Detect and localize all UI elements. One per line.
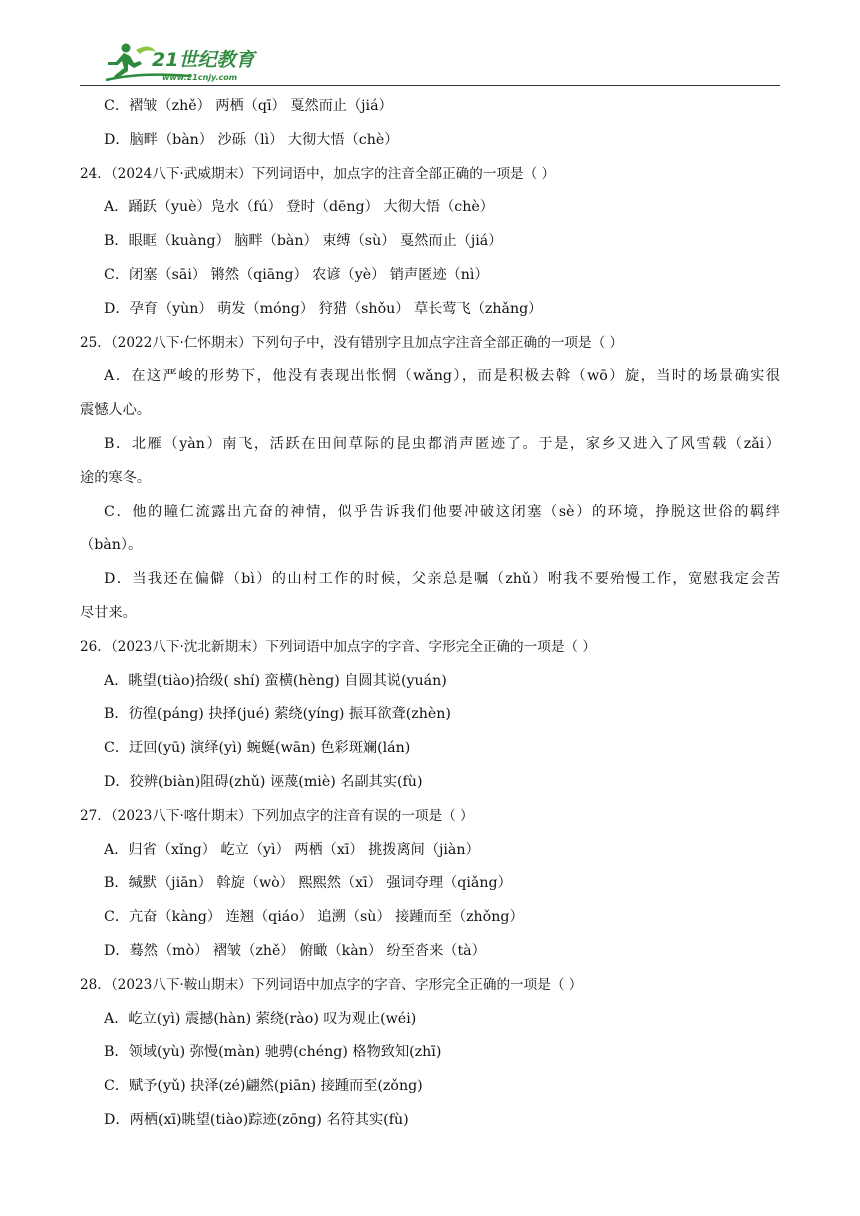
answer-option: A．踊跃（yuè）凫水（fú） 登时（dēng） 大彻大悟（chè）: [104, 199, 494, 216]
answer-option: A．归省（xǐng） 屹立（yì） 两栖（xī） 挑拨离间（jiàn）: [104, 841, 480, 858]
answer-option: D．脑畔（bàn） 沙砾（lì） 大彻大悟（chè）: [104, 131, 399, 148]
text-continuation: （bàn）。: [80, 537, 143, 554]
answer-option: D．蓦然（mò） 褶皱（zhě） 俯瞰（kàn） 纷至沓来（tà）: [104, 942, 486, 959]
answer-option: B．北雁（yàn）南飞，活跃在田间草际的昆虫都消声匿迹了。于是，家乡又进入了风雪载（zǎi）: [104, 435, 780, 452]
question-stem: 25．（2022八下·仁怀期末）下列句子中，没有错别字且加点字注音全部正确的一项是（ ）: [80, 334, 624, 351]
answer-option: B．领域(yù) 弥慢(màn) 驰骋(chéng) 格物致知(zhī): [104, 1044, 442, 1061]
page-header: [80, 38, 780, 86]
answer-option: B．眼眶（kuàng） 脑畔（bàn） 束缚（sù） 戛然而止（jiá）: [104, 233, 503, 250]
answer-option: D．两栖(xī)眺望(tiào)踪迹(zōng) 名符其实(fù): [104, 1111, 409, 1128]
question-stem: 27．（2023八下·喀什期末）下列加点字的注音有误的一项是（ ）: [80, 807, 474, 824]
21cnjy-logo: [100, 38, 280, 84]
answer-option: C．褶皱（zhě） 两栖（qī） 戛然而止（jiá）: [104, 98, 393, 114]
answer-option: B．彷徨(páng) 抉择(jué) 萦绕(yíng) 振耳欲聋(zhèn): [104, 706, 451, 723]
answer-option: C．迂回(yū) 演绎(yì) 蜿蜒(wān) 色彩斑斓(lán): [104, 740, 411, 757]
header-divider: [80, 85, 780, 86]
text-continuation: 震憾人心。: [80, 402, 151, 419]
answer-option: D．当我还在偏僻（bì）的山村工作的时候，父亲总是嘱（zhǔ）咐我不要殆慢工作，宽慰我定会苦: [104, 571, 780, 588]
answer-option: A．屹立(yì) 震撼(hàn) 萦绕(rào) 叹为观止(wéi): [104, 1010, 417, 1027]
answer-option: A．眺望(tiào)拾级( shí) 蛮横(hèng) 自圆其说(yuán): [104, 672, 447, 689]
logo-url: www.21cnjy.com: [162, 73, 238, 82]
text-continuation: 途的寒冬。: [80, 469, 151, 486]
answer-option: A．在这严峻的形势下，他没有表现出怅惘（wǎng），而是积极去斡（wō）旋，当时的场景确实很: [104, 368, 780, 385]
answer-option: B．缄默（jiān） 斡旋（wò） 熙熙然（xī） 强词夺理（qiǎng）: [104, 875, 512, 892]
question-content: [80, 90, 780, 1138]
answer-option: C．亢奋（kàng） 连翘（qiáo） 追溯（sù） 接踵而至（zhǒng）: [104, 909, 524, 926]
answer-option: C．他的瞳仁流露出亢奋的神情，似乎告诉我们他要冲破这闭塞（sè）的环境，挣脱这世俗的羁绊: [104, 503, 780, 520]
answer-option: C．闭塞（sāi） 锵然（qiāng） 农谚（yè） 销声匿迹（nì）: [104, 266, 489, 283]
answer-option: D．孕育（yùn） 萌发（móng） 狩猎（shǒu） 草长莺飞（zhǎng）: [104, 300, 543, 317]
logo-text: 21世纪教育: [152, 49, 255, 71]
text-continuation: 尽甘来。: [80, 604, 137, 621]
question-stem: 26．（2023八下·沈北新期末）下列词语中加点字的字音、字形完全正确的一项是（ ）: [80, 638, 596, 655]
question-stem: 28．（2023八下·鞍山期末）下列词语中加点字的字音、字形完全正确的一项是（ ）: [80, 976, 583, 993]
answer-option: D．狡辨(biàn)阻碍(zhǔ) 诬蔑(miè) 名副其实(fù): [104, 773, 423, 790]
answer-option: C．赋予(yǔ) 抉泽(zé)翩然(piān) 接踵而至(zǒng): [104, 1078, 423, 1095]
question-stem: 24．（2024八下·武威期末）下列词语中，加点字的注音全部正确的一项是（ ）: [80, 165, 556, 182]
